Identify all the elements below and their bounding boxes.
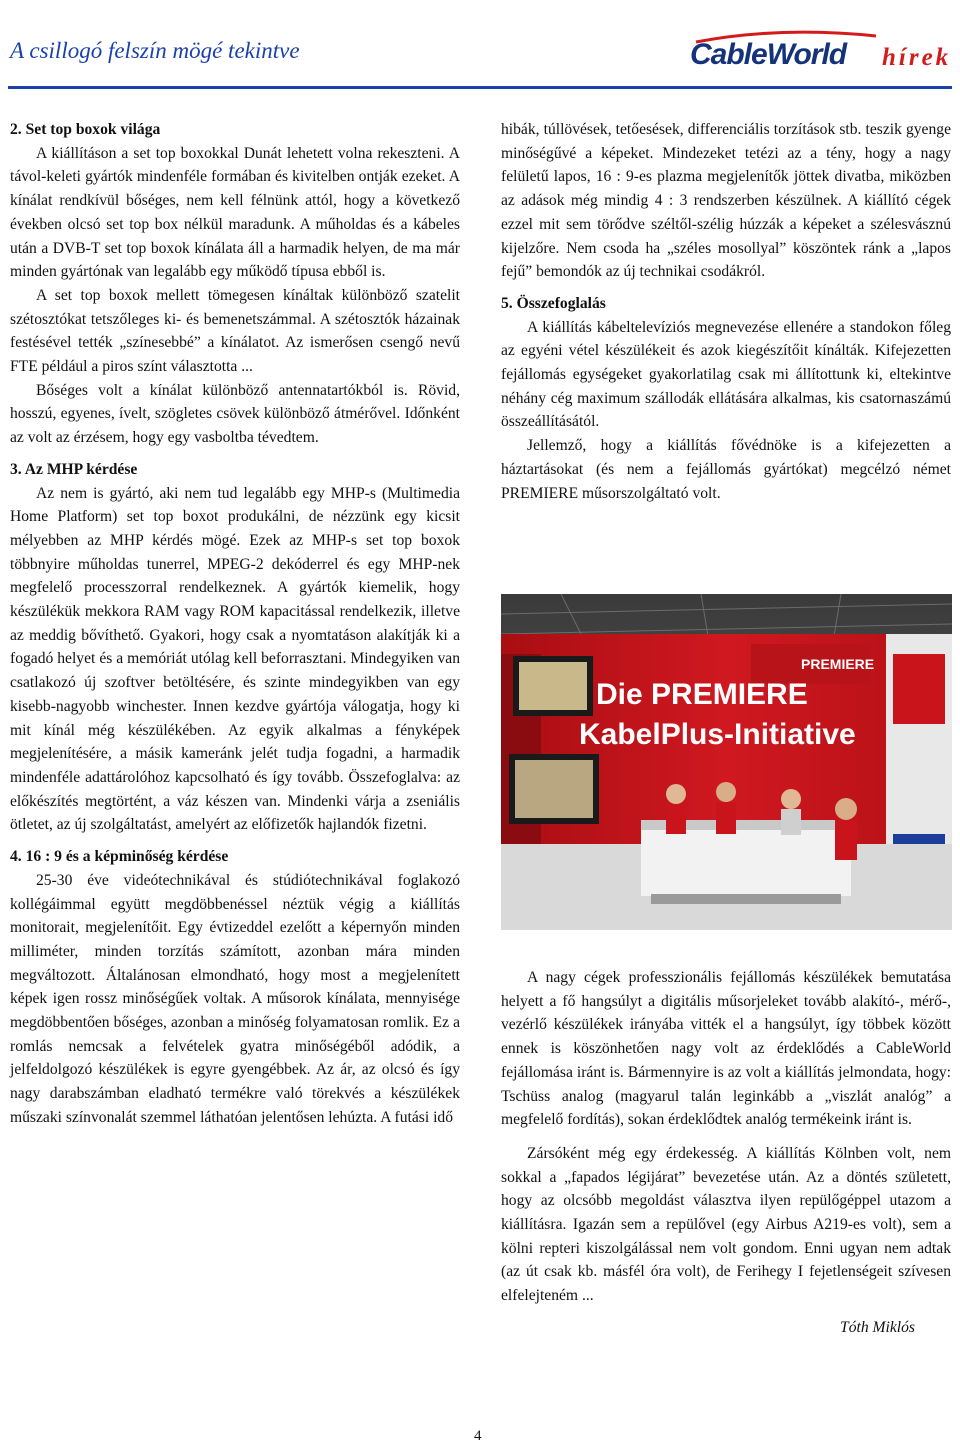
header-rule <box>8 86 952 89</box>
logo-wordmark: CableWorld <box>690 38 847 71</box>
paragraph: Jellemző, hogy a kiállítás fővédnöke is a kifejezetten a háztartásokat (és nem a fejállomás gyártókat) megcélzó német PREMIERE műsorszolgáltató volt. <box>501 437 951 502</box>
photo-brand: PREMIERE <box>801 656 875 672</box>
paragraph: A nagy cégek professzionális fejállomás készülékek bemutatása helyett a fő hangsúlyt a digitális műsorjeleket tovább alakító-, mérő-, vezérlő készülékek irányába vitték el a hangsúlyt, így többek között ennek is köszönhetően nagy volt az érdeklődés a CableWorld fejállomása iránt is. Bármennyire is az volt a kiállítás jelmondata, hogy: Tschüss analog (magyarul talán leginkább a „viszlát analóg” a megfelelő fordítás), sokan érdeklődtek analóg termékeink iránt is. <box>501 969 951 1129</box>
exhibition-booth-photo <box>501 594 952 930</box>
section-2-heading: 2. Set top boxok világa <box>10 121 161 138</box>
section-3-heading: 3. Az MHP kérdése <box>10 460 138 478</box>
section-5-heading: 5. Összefoglalás <box>501 294 606 312</box>
paragraph: Az nem is gyártó, aki nem tud legalább egy MHP-s (Multimedia Home Platform) set top boxot produkálni, de nézzünk egy kicsit mélyebben az MHP kérdés mögé. Ezek az MHP-s set top boxok többnyire műholdas tunerrel, MPEG-2 dekóderrel és egy MHP-nek megfelelő processzorral rendelkeznek. A gyártók kiemelik, hogy készülékük mekkora RAM vagy ROM kapacitással rendelkezik, illetve az meddig bővíthető. Gyakori, hogy csak a nyomtatáson alakítják ki a fogadó helyet és a memóriát utólag kell beforrasztani. Mindegyiken van csatlakozó új szoftver betöltésére, és szinte mindegyikben van egy kisebb-nagyobb winchester. Innen kezdve gyártója válogatja, hogy ki mit kínál még készülékében. Az egyik alkalmas a fényképek megjelenítésére, a másik kameránk jelét tudja fogadni, a harmadik mindenféle adattárolóhoz kapcsolható és így tovább. Összefoglalva: az előkészítés megtörtént, a váz készen van. Mindenki várja a zseniális ötletet, az új szolgáltatást, amelyért az előfizetők hajlandók fizetni. <box>10 484 460 834</box>
paragraph: Bőséges volt a kínálat különböző antennatartókból is. Rövid, hosszú, egyenes, ívelt, szögletes csövek különböző átmérővel. Időnként az volt az érzésem, hogy egy vasboltba tévedtem. <box>10 381 460 447</box>
author-signature: Tóth Miklós <box>840 1318 915 1336</box>
photo-banner-line1: Die PREMIERE <box>596 678 808 711</box>
page-number: 4 <box>474 1428 482 1444</box>
running-header-title: A csillogó felszín mögé tekintve <box>10 38 300 63</box>
paragraph: A kiállításon a set top boxokkal Dunát lehetett volna rekeszteni. A távol-keleti gyártók mindenféle formában és kivitelben ontják ezeket. A kínálat rendkívül bőséges, nem kell félnünk attól, hogy a következő években olcsó set top box nélkül maradunk. A műholdas és a kábeles után a DVB-T set top boxok kínálata áll a harmadik helyen, de ma már minden gyártónak van legalább egy működő típusa ebből is. <box>10 144 460 281</box>
photo-banner-line2: KabelPlus-Initiative <box>579 718 856 751</box>
right-column-bottom <box>501 966 951 1340</box>
paragraph: Zársóként még egy érdekesség. A kiállítás Kölnben volt, nem sokkal a „fapados légijárat” bevezetése után. Az a döntés született, hogy az olcsóbb megoldást választva ilyen repülőgéppel utazom a kiállításra. Igazán sem a repülővel (egy Airbus A219-es volt), sem a kölni repteri kiszolgálással nem volt gondom. Enni ugyan nem adtak (az út csak kb. másfél óra volt), de Ferihegy I fejetlenségeit szívesen elfelejteném ... <box>501 1144 951 1305</box>
section-4-heading: 4. 16 : 9 és a képminőség kérdése <box>10 848 229 866</box>
paragraph: A set top boxok mellett tömegesen kínáltak különböző szatelit szétosztókat tetszőleges ki- és bemenetszámmal. A szétosztók házainak festésével tették „színesebbé” a kínálatot. Az ismerősen csengő nevű FTE például a piros színt választotta ... <box>10 286 460 376</box>
paragraph: 25-30 éve videótechnikával és stúdiótechnikával foglakozó kollégáimmal együtt megdöbbenéssel néztük végig a kiállítás monitorait, megjelenítőit. Egy évtizeddel ezelőtt a képernyőn minden milliméter, minden torzítás számított, azonban mára minden megváltozott. Általánosan elmondható, hogy most a megjelenített képek igen rossz minőségűek voltak. A műsorok kínálata, mennyisége megdöbbentően bőséges, azonban a minőség folyamatosan romlik. Ez a romlás nemcsak a felvételek gyatra minőségéből adódik, a jelfeldolgozó készülékek is egyre gyengébbek. Az ár, az olcsó és így nagy darabszámban eladható termékre való törekvés a készülékek műszaki színvonalát szemmel láthatóan jelentősen lehúzta. A futási idő <box>10 871 460 1126</box>
photo-illustration <box>501 594 952 930</box>
left-column <box>10 118 460 1130</box>
right-column-top <box>501 118 951 505</box>
logo-subtitle: hírek <box>882 44 952 71</box>
paragraph-continued: hibák, túllövések, tetőesések, differenciális torzítások stb. teszik gyenge minőségűvé a képeket. Mindezeket tetézi az a tény, hogy a nagy felületű lapos, 16 : 9-es plazma megjelenítők jöttek divatba, miközben az adások még mindig 4 : 3 rendszerben készülnek. A kiállító cégek ezzel mit sem törődve széltől-szélig húzzák a képeket a szélesvásznú kijelzőre. Nem csoda ha „széles mosollyal” köszöntek ránk a „lapos fejű” bemondók az új technikai csodákról. <box>501 121 951 281</box>
paragraph: A kiállítás kábeltelevíziós megnevezése ellenére a standokon főleg az egyéni vétel készülékeit és azok kiegészítőit kínálták. Kifejezetten fejállomás egységeket gyakorlatilag csak mi állítottunk ki, eltekintve néhány cég maximum szállodák ellátására alkalmas, kis csatornaszámú összeállításától. <box>501 318 951 431</box>
